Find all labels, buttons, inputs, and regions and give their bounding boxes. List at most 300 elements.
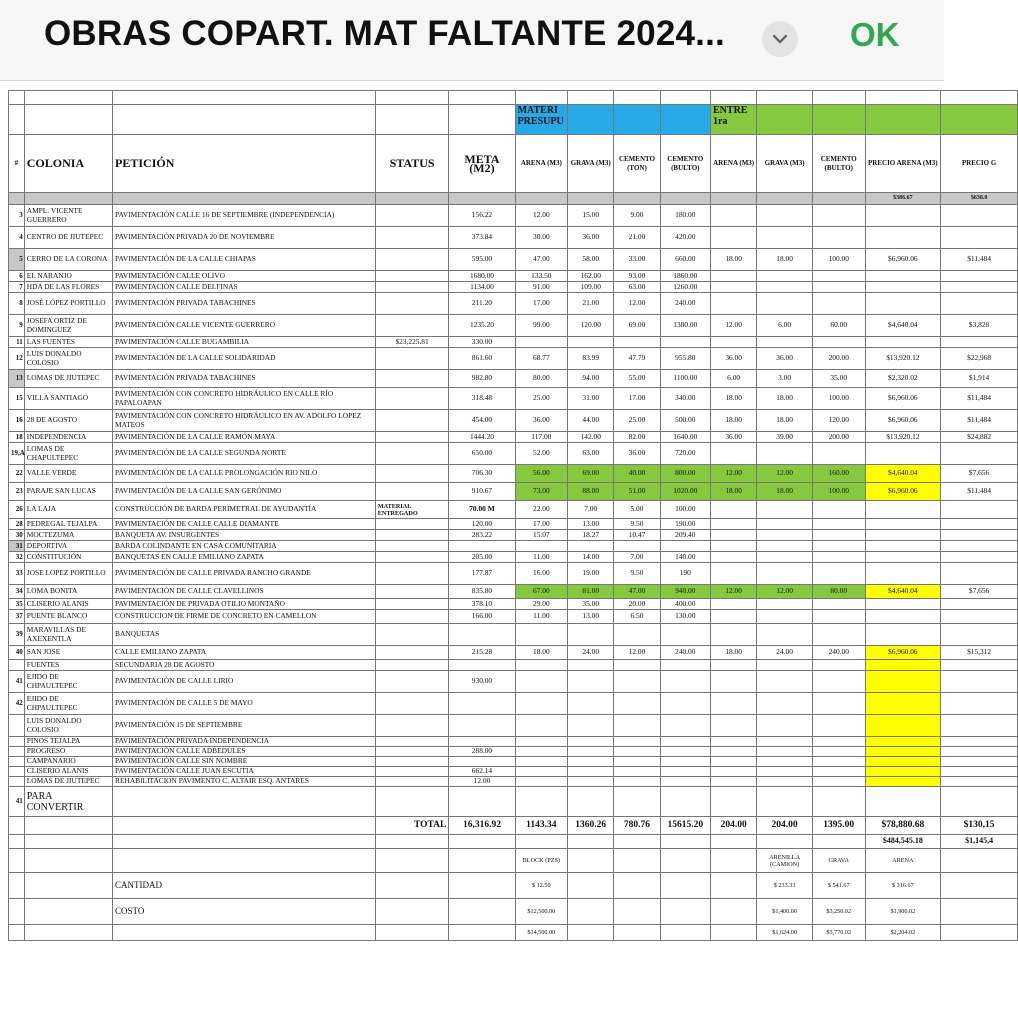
earena-cell[interactable] bbox=[711, 530, 757, 541]
peticion-cell[interactable]: PAVIMENTACIÓN CON CONCRETO HIDRÁULICO EN AV. ADOLFO LOPEZ MATEOS bbox=[113, 410, 376, 432]
colonia-cell[interactable]: 28 DE AGOSTO bbox=[24, 410, 112, 432]
egrava-cell[interactable] bbox=[757, 787, 813, 817]
earena-cell[interactable] bbox=[711, 747, 757, 757]
meta-cell[interactable]: 205.00 bbox=[449, 552, 515, 563]
meta-cell[interactable]: 177.87 bbox=[449, 563, 515, 585]
pgrava-cell[interactable] bbox=[941, 693, 1018, 715]
colonia-cell[interactable]: LOMAS DE JIUTEPEC bbox=[24, 777, 112, 787]
cton-cell[interactable]: 6.50 bbox=[614, 610, 660, 624]
parena-cell[interactable]: $13,920.12 bbox=[865, 348, 941, 370]
ecem-cell[interactable]: 200.00 bbox=[812, 432, 865, 443]
cton-cell[interactable]: 47.79 bbox=[614, 348, 660, 370]
cton-cell[interactable] bbox=[614, 747, 660, 757]
peticion-cell[interactable]: PAVIMENTACIÓN DE LA CALLE CHIAPAS bbox=[113, 249, 376, 271]
meta-cell[interactable] bbox=[449, 757, 515, 767]
arena-cell[interactable]: 91.00 bbox=[515, 282, 568, 293]
arena-cell[interactable] bbox=[515, 737, 568, 747]
colonia-cell[interactable]: LOMAS DE CHAPULTEPEC bbox=[24, 443, 112, 465]
parena-cell[interactable]: $6,960.06 bbox=[865, 483, 941, 501]
colonia-cell[interactable]: EJIDO DE CHPAULTEPEC bbox=[24, 671, 112, 693]
row-number-cell[interactable]: 7 bbox=[9, 282, 25, 293]
cbulto-cell[interactable]: 1260.00 bbox=[660, 282, 710, 293]
pgrava-cell[interactable] bbox=[941, 660, 1018, 671]
egrava-cell[interactable]: 39.00 bbox=[757, 432, 813, 443]
peticion-cell[interactable]: PAVIMENTACIÓN DE CALLE CLAVELLINOS bbox=[113, 585, 376, 599]
grava-cell[interactable]: 81.00 bbox=[568, 585, 614, 599]
arena-cell[interactable] bbox=[515, 660, 568, 671]
status-cell[interactable] bbox=[375, 205, 449, 227]
ecem-cell[interactable]: 100.00 bbox=[812, 249, 865, 271]
egrava-cell[interactable]: 18.00 bbox=[757, 388, 813, 410]
meta-cell[interactable]: 70.00 M bbox=[449, 501, 515, 519]
arena-cell[interactable]: 68.77 bbox=[515, 348, 568, 370]
ecem-cell[interactable] bbox=[812, 519, 865, 530]
peticion-cell[interactable]: PAVIMENTACIÓN CALLE BUGAMBILIA bbox=[113, 337, 376, 348]
cbulto-cell[interactable] bbox=[660, 787, 710, 817]
grava-cell[interactable]: 142.00 bbox=[568, 432, 614, 443]
pgrava-cell[interactable] bbox=[941, 747, 1018, 757]
ecem-cell[interactable]: 200.00 bbox=[812, 348, 865, 370]
parena-cell[interactable] bbox=[865, 227, 941, 249]
meta-cell[interactable]: 861.60 bbox=[449, 348, 515, 370]
meta-cell[interactable] bbox=[449, 715, 515, 737]
row-number-cell[interactable]: 33 bbox=[9, 563, 25, 585]
meta-cell[interactable]: 835.80 bbox=[449, 585, 515, 599]
parena-cell[interactable] bbox=[865, 501, 941, 519]
total-meta-cell[interactable]: 16,316.92 bbox=[449, 817, 515, 835]
colonia-cell[interactable]: CERRO DE LA CORONA bbox=[24, 249, 112, 271]
status-cell[interactable] bbox=[375, 530, 449, 541]
parena-cell[interactable] bbox=[865, 541, 941, 552]
egrava-cell[interactable]: 3.00 bbox=[757, 370, 813, 388]
egrava-cell[interactable] bbox=[757, 757, 813, 767]
pgrava-cell[interactable]: $3,828 bbox=[941, 315, 1018, 337]
grava-cell[interactable] bbox=[568, 337, 614, 348]
row-number-cell[interactable]: 13 bbox=[9, 370, 25, 388]
pgrava-cell[interactable]: $11,484 bbox=[941, 410, 1018, 432]
parena-cell[interactable] bbox=[865, 443, 941, 465]
arena-cell[interactable]: 29.00 bbox=[515, 599, 568, 610]
ecem-cell[interactable] bbox=[812, 693, 865, 715]
grava-cell[interactable]: 13.00 bbox=[568, 610, 614, 624]
peticion-cell[interactable]: PAVIMENTACIÓN DE LA CALLE PROLONGACIÓN RIO NILO bbox=[113, 465, 376, 483]
grava-cell[interactable]: 44.00 bbox=[568, 410, 614, 432]
egrava-cell[interactable]: 18.00 bbox=[757, 483, 813, 501]
colonia-cell[interactable]: PARA CONVERTIR bbox=[24, 787, 112, 817]
arena-cell[interactable] bbox=[515, 541, 568, 552]
pgrava-cell[interactable] bbox=[941, 777, 1018, 787]
pgrava-cell[interactable] bbox=[941, 271, 1018, 282]
ecem-cell[interactable] bbox=[812, 227, 865, 249]
colonia-cell[interactable]: INDEPENDENCIA bbox=[24, 432, 112, 443]
pgrava-cell[interactable] bbox=[941, 205, 1018, 227]
grava-cell[interactable]: 63.00 bbox=[568, 443, 614, 465]
total-cbulto-cell[interactable]: 15615.20 bbox=[660, 817, 710, 835]
pgrava-cell[interactable] bbox=[941, 443, 1018, 465]
peticion-cell[interactable]: BANQUETAS EN CALLE EMILIANO ZAPATA bbox=[113, 552, 376, 563]
egrava-cell[interactable] bbox=[757, 693, 813, 715]
pgrava-cell[interactable]: $1,914 bbox=[941, 370, 1018, 388]
parena-cell[interactable] bbox=[865, 767, 941, 777]
earena-cell[interactable]: 18.00 bbox=[711, 646, 757, 660]
cton-cell[interactable] bbox=[614, 671, 660, 693]
grava-cell[interactable]: 162.00 bbox=[568, 271, 614, 282]
cbulto-cell[interactable]: 190.00 bbox=[660, 519, 710, 530]
earena-cell[interactable] bbox=[711, 293, 757, 315]
peticion-cell[interactable]: BANQUETA AV. INSURGENTES bbox=[113, 530, 376, 541]
earena-cell[interactable] bbox=[711, 205, 757, 227]
meta-cell[interactable]: 910.67 bbox=[449, 483, 515, 501]
earena-cell[interactable]: 18.00 bbox=[711, 388, 757, 410]
status-cell[interactable] bbox=[375, 552, 449, 563]
grava-cell[interactable] bbox=[568, 747, 614, 757]
parena-cell[interactable] bbox=[865, 271, 941, 282]
status-cell[interactable] bbox=[375, 787, 449, 817]
meta-cell[interactable] bbox=[449, 541, 515, 552]
cbulto-cell[interactable]: 209.40 bbox=[660, 530, 710, 541]
meta-cell[interactable]: 454.00 bbox=[449, 410, 515, 432]
pgrava-cell[interactable]: $11,484 bbox=[941, 249, 1018, 271]
total-pgrava-cell[interactable]: $130,15 bbox=[941, 817, 1018, 835]
grava-cell[interactable]: 21.00 bbox=[568, 293, 614, 315]
arena-cell[interactable]: 15.07 bbox=[515, 530, 568, 541]
ecem-cell[interactable] bbox=[812, 787, 865, 817]
egrava-cell[interactable]: 24.00 bbox=[757, 646, 813, 660]
colonia-cell[interactable]: MARAVILLAS DE AXEXENTLA bbox=[24, 624, 112, 646]
cbulto-cell[interactable]: 1020.00 bbox=[660, 483, 710, 501]
grava-cell[interactable] bbox=[568, 541, 614, 552]
status-cell[interactable] bbox=[375, 737, 449, 747]
summary-value[interactable]: $ 233.33 bbox=[757, 873, 813, 899]
row-number-cell[interactable]: 28 bbox=[9, 519, 25, 530]
arena-cell[interactable]: 11.00 bbox=[515, 610, 568, 624]
cton-cell[interactable]: 63.00 bbox=[614, 282, 660, 293]
ecem-cell[interactable] bbox=[812, 715, 865, 737]
ecem-cell[interactable]: 100.00 bbox=[812, 388, 865, 410]
earena-cell[interactable] bbox=[711, 563, 757, 585]
parena-cell[interactable] bbox=[865, 747, 941, 757]
ecem-cell[interactable]: 100.00 bbox=[812, 483, 865, 501]
ecem-cell[interactable] bbox=[812, 777, 865, 787]
arena-cell[interactable]: 22.00 bbox=[515, 501, 568, 519]
cton-cell[interactable]: 7.00 bbox=[614, 552, 660, 563]
cton-cell[interactable]: 55.00 bbox=[614, 370, 660, 388]
status-cell[interactable] bbox=[375, 715, 449, 737]
summary-value[interactable]: $1,900.02 bbox=[865, 899, 941, 925]
pgrava-cell[interactable]: $15,312 bbox=[941, 646, 1018, 660]
cbulto-cell[interactable] bbox=[660, 737, 710, 747]
summary-value[interactable]: $14,500.00 bbox=[515, 925, 568, 941]
peticion-cell[interactable]: SECUNDARIA 28 DE AGOSTO bbox=[113, 660, 376, 671]
arena-cell[interactable]: 133.50 bbox=[515, 271, 568, 282]
grava-cell[interactable] bbox=[568, 737, 614, 747]
cbulto-cell[interactable] bbox=[660, 541, 710, 552]
peticion-cell[interactable]: BANQUETAS bbox=[113, 624, 376, 646]
cton-cell[interactable]: 9.50 bbox=[614, 563, 660, 585]
earena-cell[interactable] bbox=[711, 501, 757, 519]
grava-cell[interactable]: 18.27 bbox=[568, 530, 614, 541]
cton-cell[interactable] bbox=[614, 715, 660, 737]
colonia-cell[interactable]: PINOS TEJALPA bbox=[24, 737, 112, 747]
egrava-cell[interactable] bbox=[757, 599, 813, 610]
earena-cell[interactable]: 18.00 bbox=[711, 410, 757, 432]
ecem-cell[interactable] bbox=[812, 737, 865, 747]
parena-cell[interactable] bbox=[865, 205, 941, 227]
row-number-cell[interactable]: 19,A bbox=[9, 443, 25, 465]
status-cell[interactable] bbox=[375, 624, 449, 646]
arena-cell[interactable]: 117.00 bbox=[515, 432, 568, 443]
grava-cell[interactable]: 83.99 bbox=[568, 348, 614, 370]
peticion-cell[interactable]: PAVIMENTACIÓN DE LA CALLE SEGUNDA NORTE bbox=[113, 443, 376, 465]
arena-cell[interactable]: 56.00 bbox=[515, 465, 568, 483]
earena-cell[interactable]: 6.00 bbox=[711, 370, 757, 388]
cbulto-cell[interactable]: 190 bbox=[660, 563, 710, 585]
pgrava-cell[interactable] bbox=[941, 541, 1018, 552]
row-number-cell[interactable]: 35 bbox=[9, 599, 25, 610]
peticion-cell[interactable]: PAVIMENTACIÓN CALLE SIN NOMBRE bbox=[113, 757, 376, 767]
pgrava-cell[interactable] bbox=[941, 563, 1018, 585]
ecem-cell[interactable] bbox=[812, 282, 865, 293]
peticion-cell[interactable]: PAVIMENTACIÓN CALLE JUAN ESCUTIA bbox=[113, 767, 376, 777]
cbulto-cell[interactable]: 955.80 bbox=[660, 348, 710, 370]
status-cell[interactable] bbox=[375, 747, 449, 757]
parena-cell[interactable] bbox=[865, 624, 941, 646]
cton-cell[interactable]: 5.00 bbox=[614, 501, 660, 519]
ok-button[interactable]: OK bbox=[850, 16, 900, 53]
row-number-cell[interactable] bbox=[9, 660, 25, 671]
meta-cell[interactable] bbox=[449, 737, 515, 747]
pgrava-cell[interactable] bbox=[941, 757, 1018, 767]
ecem-cell[interactable] bbox=[812, 501, 865, 519]
arena-cell[interactable]: 73.00 bbox=[515, 483, 568, 501]
pgrava-cell[interactable] bbox=[941, 767, 1018, 777]
grava-cell[interactable] bbox=[568, 671, 614, 693]
parena-cell[interactable] bbox=[865, 552, 941, 563]
grava-cell[interactable]: 58.00 bbox=[568, 249, 614, 271]
ecem-cell[interactable] bbox=[812, 271, 865, 282]
cbulto-cell[interactable] bbox=[660, 747, 710, 757]
arena-cell[interactable] bbox=[515, 747, 568, 757]
parena-cell[interactable]: $6,960.06 bbox=[865, 249, 941, 271]
peticion-cell[interactable]: PAVIMENTACIÓN CALLE DELFINAS bbox=[113, 282, 376, 293]
parena-cell[interactable] bbox=[865, 563, 941, 585]
earena-cell[interactable] bbox=[711, 227, 757, 249]
egrava-cell[interactable] bbox=[757, 282, 813, 293]
cton-cell[interactable]: 51.00 bbox=[614, 483, 660, 501]
earena-cell[interactable] bbox=[711, 337, 757, 348]
colonia-cell[interactable]: CLISERIO ALANIS bbox=[24, 767, 112, 777]
ecem-cell[interactable] bbox=[812, 530, 865, 541]
cbulto-cell[interactable]: 130.00 bbox=[660, 610, 710, 624]
earena-cell[interactable] bbox=[711, 737, 757, 747]
cbulto-cell[interactable] bbox=[660, 624, 710, 646]
cton-cell[interactable] bbox=[614, 767, 660, 777]
cton-cell[interactable] bbox=[614, 737, 660, 747]
meta-cell[interactable]: 1444.20 bbox=[449, 432, 515, 443]
parena-cell[interactable] bbox=[865, 610, 941, 624]
ecem-cell[interactable] bbox=[812, 541, 865, 552]
cton-cell[interactable] bbox=[614, 660, 660, 671]
colonia-cell[interactable]: VALLE VERDE bbox=[24, 465, 112, 483]
meta-cell[interactable]: 378.10 bbox=[449, 599, 515, 610]
grava-cell[interactable] bbox=[568, 777, 614, 787]
pgrava-cell[interactable]: $11,484 bbox=[941, 388, 1018, 410]
grava-cell[interactable] bbox=[568, 757, 614, 767]
grava-cell[interactable]: 69.00 bbox=[568, 465, 614, 483]
ecem-cell[interactable] bbox=[812, 599, 865, 610]
cton-cell[interactable]: 9.50 bbox=[614, 519, 660, 530]
colonia-cell[interactable]: CLISERIO ALANIS bbox=[24, 599, 112, 610]
meta-cell[interactable]: 595.00 bbox=[449, 249, 515, 271]
parena-cell[interactable] bbox=[865, 737, 941, 747]
status-cell[interactable] bbox=[375, 410, 449, 432]
egrava-cell[interactable] bbox=[757, 205, 813, 227]
parena-cell[interactable]: $4,640.04 bbox=[865, 315, 941, 337]
egrava-cell[interactable] bbox=[757, 715, 813, 737]
ecem-cell[interactable] bbox=[812, 624, 865, 646]
colonia-cell[interactable]: LOMAS DE JIUTEPEC bbox=[24, 370, 112, 388]
egrava-cell[interactable]: 12.00 bbox=[757, 585, 813, 599]
ecem-cell[interactable]: 120.00 bbox=[812, 410, 865, 432]
cton-cell[interactable] bbox=[614, 757, 660, 767]
egrava-cell[interactable] bbox=[757, 227, 813, 249]
pgrava-cell[interactable] bbox=[941, 282, 1018, 293]
cbulto-cell[interactable]: 500.00 bbox=[660, 410, 710, 432]
row-number-cell[interactable]: 34 bbox=[9, 585, 25, 599]
ecem-cell[interactable] bbox=[812, 552, 865, 563]
status-cell[interactable] bbox=[375, 370, 449, 388]
cbulto-cell[interactable]: 1860.00 bbox=[660, 271, 710, 282]
arena-cell[interactable]: 99.00 bbox=[515, 315, 568, 337]
summary-value[interactable]: $2,204.02 bbox=[865, 925, 941, 941]
egrava-cell[interactable] bbox=[757, 519, 813, 530]
pgrava-cell[interactable]: $7,656 bbox=[941, 585, 1018, 599]
pgrava-cell[interactable] bbox=[941, 519, 1018, 530]
earena-cell[interactable] bbox=[711, 660, 757, 671]
egrava-cell[interactable] bbox=[757, 777, 813, 787]
meta-cell[interactable]: 318.48 bbox=[449, 388, 515, 410]
egrava-cell[interactable] bbox=[757, 530, 813, 541]
colonia-cell[interactable]: PEDREGAL TEJALPA bbox=[24, 519, 112, 530]
status-cell[interactable] bbox=[375, 483, 449, 501]
cton-cell[interactable] bbox=[614, 337, 660, 348]
cbulto-cell[interactable] bbox=[660, 777, 710, 787]
ecem-cell[interactable]: 60.00 bbox=[812, 315, 865, 337]
meta-cell[interactable]: 373.84 bbox=[449, 227, 515, 249]
row-number-cell[interactable]: 9 bbox=[9, 315, 25, 337]
grava-cell[interactable] bbox=[568, 693, 614, 715]
status-cell[interactable] bbox=[375, 465, 449, 483]
cbulto-cell[interactable]: 720.00 bbox=[660, 443, 710, 465]
pgrava-cell[interactable] bbox=[941, 227, 1018, 249]
grava-cell[interactable] bbox=[568, 624, 614, 646]
meta-cell[interactable]: 156.22 bbox=[449, 205, 515, 227]
grava-cell[interactable]: 31.00 bbox=[568, 388, 614, 410]
meta-cell[interactable]: 662.14 bbox=[449, 767, 515, 777]
grava-cell[interactable]: 109.00 bbox=[568, 282, 614, 293]
parena-cell[interactable]: $13,920.12 bbox=[865, 432, 941, 443]
earena-cell[interactable] bbox=[711, 541, 757, 552]
status-cell[interactable] bbox=[375, 348, 449, 370]
peticion-cell[interactable]: PAVIMENTACIÓN DE PRIVADA OTILIO MONTAÑO bbox=[113, 599, 376, 610]
row-number-cell[interactable]: 30 bbox=[9, 530, 25, 541]
ecem-cell[interactable] bbox=[812, 293, 865, 315]
row-number-cell[interactable]: 8 bbox=[9, 293, 25, 315]
status-cell[interactable] bbox=[375, 293, 449, 315]
cbulto-cell[interactable] bbox=[660, 671, 710, 693]
egrava-cell[interactable]: 36.00 bbox=[757, 348, 813, 370]
spreadsheet[interactable] bbox=[8, 90, 997, 1024]
status-cell[interactable]: MATERIAL ENTREGADO bbox=[375, 501, 449, 519]
cbulto-cell[interactable] bbox=[660, 337, 710, 348]
parena-cell[interactable] bbox=[865, 693, 941, 715]
arena-cell[interactable]: 11.00 bbox=[515, 552, 568, 563]
pgrava-cell[interactable] bbox=[941, 293, 1018, 315]
grava-cell[interactable]: 19.00 bbox=[568, 563, 614, 585]
summary-value[interactable]: $ 541.67 bbox=[812, 873, 865, 899]
status-cell[interactable] bbox=[375, 443, 449, 465]
row-number-cell[interactable]: 15 bbox=[9, 388, 25, 410]
parena-cell[interactable] bbox=[865, 660, 941, 671]
peticion-cell[interactable]: PAVIMENTACIÓN PRIVADA 20 DE NOVIEMBRE bbox=[113, 227, 376, 249]
earena-cell[interactable] bbox=[711, 552, 757, 563]
status-cell[interactable] bbox=[375, 227, 449, 249]
cton-cell[interactable]: 69.00 bbox=[614, 315, 660, 337]
meta-cell[interactable]: 982.80 bbox=[449, 370, 515, 388]
ecem-cell[interactable] bbox=[812, 443, 865, 465]
pgrava-cell[interactable]: $11,484 bbox=[941, 483, 1018, 501]
status-cell[interactable] bbox=[375, 777, 449, 787]
parena-cell[interactable] bbox=[865, 777, 941, 787]
pgrava-cell[interactable] bbox=[941, 610, 1018, 624]
cton-cell[interactable]: 82.00 bbox=[614, 432, 660, 443]
ecem-cell[interactable] bbox=[812, 767, 865, 777]
summary-value[interactable]: GRAVA bbox=[812, 849, 865, 873]
ecem-cell[interactable] bbox=[812, 610, 865, 624]
parena-cell[interactable] bbox=[865, 715, 941, 737]
pgrava-cell[interactable]: $7,656 bbox=[941, 465, 1018, 483]
ecem-cell[interactable]: 80.00 bbox=[812, 585, 865, 599]
earena-cell[interactable]: 12.00 bbox=[711, 315, 757, 337]
row-number-cell[interactable]: 23 bbox=[9, 483, 25, 501]
pgrava-cell[interactable]: $24,882 bbox=[941, 432, 1018, 443]
peticion-cell[interactable]: PAVIMENTACIÓN CALLE OLIVO bbox=[113, 271, 376, 282]
egrava-cell[interactable] bbox=[757, 671, 813, 693]
cbulto-cell[interactable]: 1640.00 bbox=[660, 432, 710, 443]
total-egrava-cell[interactable]: 204.00 bbox=[757, 817, 813, 835]
earena-cell[interactable] bbox=[711, 271, 757, 282]
earena-cell[interactable] bbox=[711, 282, 757, 293]
cbulto-cell[interactable] bbox=[660, 715, 710, 737]
status-cell[interactable] bbox=[375, 282, 449, 293]
cbulto-cell[interactable] bbox=[660, 660, 710, 671]
colonia-cell[interactable]: VILLA SANTIAGO bbox=[24, 388, 112, 410]
status-cell[interactable] bbox=[375, 585, 449, 599]
meta-cell[interactable]: 706.30 bbox=[449, 465, 515, 483]
row-number-cell[interactable]: 3 bbox=[9, 205, 25, 227]
cbulto-cell[interactable]: 1100.00 bbox=[660, 370, 710, 388]
status-cell[interactable] bbox=[375, 432, 449, 443]
peticion-cell[interactable]: REHABILITACION PAVIMENTO C. ALTAIR ESQ. ANTARES bbox=[113, 777, 376, 787]
egrava-cell[interactable] bbox=[757, 552, 813, 563]
meta-cell[interactable]: 215.28 bbox=[449, 646, 515, 660]
cbulto-cell[interactable] bbox=[660, 757, 710, 767]
peticion-cell[interactable]: CONSTRUCCION DE FIRME DE CONCRETO EN CAMELLON bbox=[113, 610, 376, 624]
parena-cell[interactable]: $6,960.06 bbox=[865, 646, 941, 660]
cton-cell[interactable]: 36.00 bbox=[614, 443, 660, 465]
grava-cell[interactable] bbox=[568, 715, 614, 737]
egrava-cell[interactable]: 18.00 bbox=[757, 410, 813, 432]
